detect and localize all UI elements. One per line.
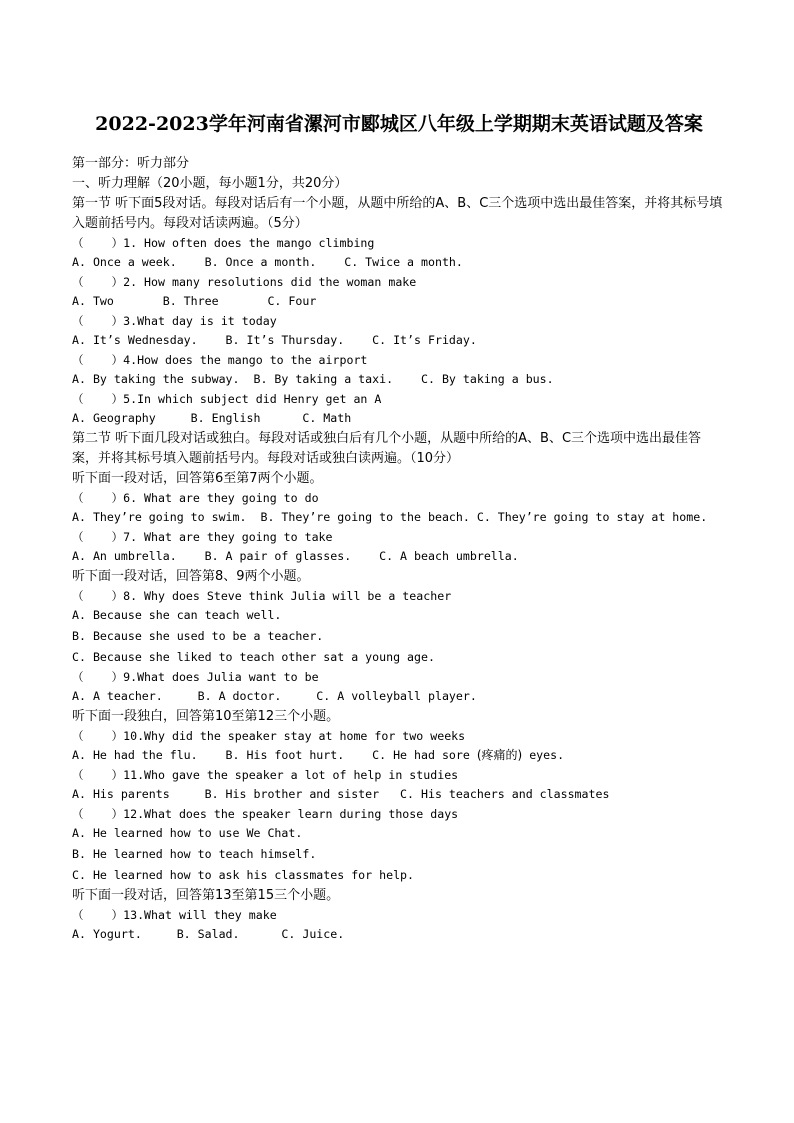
question-stem: （ ）7. What are they going to take (72, 530, 333, 544)
section1-intro: 第一节 听下面5段对话。每段对话后有一个小题，从题中所给的A、B、C三个选项中选出最佳答案，并将其标号填入题前括号内。每段对话读两遍。（5分） (72, 196, 723, 231)
question-options: A. It’s Wednesday. B. It’s Thursday. C. It’s Friday. (72, 333, 477, 347)
group-intro: 听下面一段对话，回答第8、9两个小题。 (72, 569, 310, 584)
question-options: A. They’re going to swim. B. They’re going to the beach. C. They’re going to stay at home. (72, 510, 708, 524)
options-text: A. He had the flu. B. His foot hurt. C. He had sore (72, 748, 477, 762)
question-stem: （ ）12.What does the speaker learn during those days (72, 807, 459, 821)
question-options: A. Yogurt. B. Salad. C. Juice. (72, 927, 345, 941)
question-stem: （ ）3.What day is it today (72, 314, 277, 328)
question-stem: （ ）10.Why did the speaker stay at home for two weeks (72, 729, 466, 743)
group-intro: 听下面一段对话，回答第13至第15三个小题。 (72, 888, 340, 903)
question-options: A. His parents B. His brother and sister C. His teachers and classmates (72, 787, 610, 801)
gloss-text: (疼痛的) (476, 748, 523, 762)
options-text-end: eyes. (522, 748, 565, 762)
question-stem: （ ）13.What will they make (72, 908, 277, 922)
question-options: A. Geography B. English C. Math (72, 411, 352, 425)
question-stem: （ ）1. How often does the mango climbing (72, 236, 375, 250)
part-heading: 第一部分：听力部分 (72, 156, 190, 171)
question-stem: （ ）6. What are they going to do (72, 491, 319, 505)
question-options (72, 745, 726, 766)
question-stem: （ ）8. Why does Steve think Julia will be a teacher (72, 589, 452, 603)
question-options: A. Once a week. B. Once a month. C. Twice a month. (72, 255, 463, 269)
question-stem: （ ）9.What does Julia want to be (72, 670, 319, 684)
section-heading: 一、听力理解（20小题，每小题1分，共20分） (72, 176, 348, 191)
question-stem: （ ）11.Who gave the speaker a lot of help in studies (72, 768, 459, 782)
section2-intro: 第二节 听下面几段对话或独白。每段对话或独白后有几个小题，从题中所给的A、B、C三个选项中选出最佳答案，并将其标号填入题前括号内。每段对话或独白读两遍。（10分） (72, 431, 702, 466)
question-options: A. Two B. Three C. Four (72, 294, 317, 308)
group-intro: 听下面一段独白，回答第10至第12三个小题。 (72, 709, 340, 724)
option-line: A. He learned how to use We Chat. (72, 826, 303, 840)
option-line: C. He learned how to ask his classmates for help. (72, 868, 415, 882)
option-line: B. He learned how to teach himself. (72, 847, 317, 861)
question-stem: （ ）5.In which subject did Henry get an A (72, 392, 382, 406)
page-title: 2022-2023学年河南省漯河市郾城区八年级上学期期末英语试题及答案 (95, 113, 703, 135)
group-intro: 听下面一段对话，回答第6至第7两个小题。 (72, 471, 323, 486)
question-stem: （ ）2. How many resolutions did the woman make (72, 275, 417, 289)
option-line: C. Because she liked to teach other sat a young age. (72, 650, 435, 664)
question-options: A. An umbrella. B. A pair of glasses. C. A beach umbrella. (72, 549, 519, 563)
option-line: B. Because she used to be a teacher. (72, 629, 324, 643)
question-stem: （ ）4.How does the mango to the airport (72, 353, 368, 367)
question-options: A. A teacher. B. A doctor. C. A volleyball player. (72, 689, 477, 703)
question-options: A. By taking the subway. B. By taking a taxi. C. By taking a bus. (72, 372, 554, 386)
option-line: A. Because she can teach well. (72, 608, 282, 622)
section1-questions (72, 234, 726, 429)
